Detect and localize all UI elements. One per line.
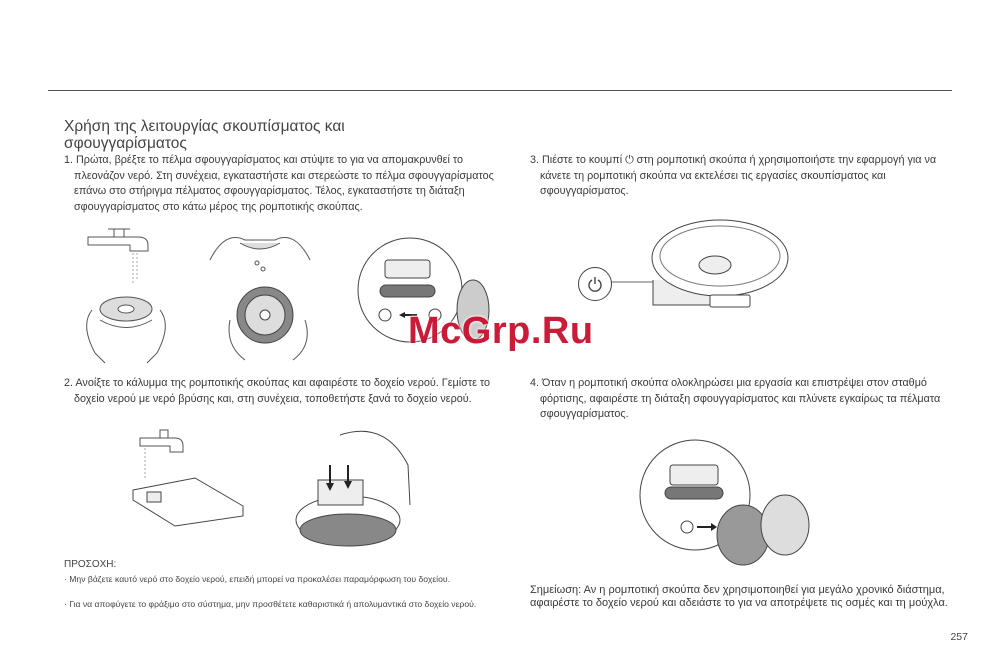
robot-open-lid-illustration <box>290 425 420 550</box>
step-2-text: 2. Ανοίξτε το κάλυμμα της ρομποτικής σκούπας και αφαιρέστε το δοχείο νερού. Γεμίστε το δοχείο νερού με νερό βρύσης και, στη συνέχεια, τοποθετήστε ξανά το δοχείο νερού. <box>64 377 491 405</box>
fill-tank-illustration <box>125 420 255 530</box>
note-text: Σημείωση: Αν η ρομποτική σκούπα δεν χρησιμοποιηθεί για μεγάλο χρονικό διάστημα, αφαιρέστε το δοχείο νερού και αδειάστε το για να αποτρέψετε τις οσμές και τη μούχλα. <box>530 584 948 609</box>
pad-holder-illustration <box>225 275 315 365</box>
step-1-text: 1. Πρώτα, βρέξτε το πέλμα σφουγγαρίσματος και στύψτε το για να απομακρυνθεί το πλεονάζον νερό. Στη συνέχεια, εγκαταστήστε και στερεώστε το πέλμα σφουγγαρίσματος επάνω στο στήριγμα πέλματος σφουγγαρίσματος. Τέλος, εγκαταστήστε τη διάταξη σφουγγαρίσματος στο κάτω μέρος της ρομποτικής σκούπας. <box>64 154 494 213</box>
page-number: 257 <box>950 631 968 643</box>
step-4-text: 4. Όταν η ρομποτική σκούπα ολοκληρώσει μια εργασία και επιστρέψει στον σταθμό φόρτισης, αφαιρέστε τη διάταξη σφουγγαρίσματος και πλύνετε εγκαίρως τα πέλματα σφουγγαρίσματος. <box>530 377 941 420</box>
caution-item-2: · Για να αποφύγετε το φράξιμο στο σύστημα, μην προσθέτετε καθαριστικά ή απολυμαντικά στο δοχείο νερού. <box>64 599 477 609</box>
caution-item-1: · Μην βάζετε καυτό νερό στο δοχείο νερού, επειδή μπορεί να προκαλέσει παραμόρφωση του δοχείου. <box>64 574 450 584</box>
wring-pad-illustration <box>205 225 315 275</box>
header-rule <box>48 90 952 91</box>
power-icon <box>588 276 602 292</box>
step-3-text: 3. Πιέστε το κουμπί ⏻ στη ρομποτική σκούπα ή χρησιμοποιήστε την εφαρμογή για να κάνετε τη ρομποτική σκούπα να εκτελέσει τις εργασίες σκουπίσματος και σφουγγαρίσματος. <box>530 154 937 197</box>
watermark: McGrp.Ru <box>408 310 594 352</box>
robot-top-illustration <box>575 210 805 320</box>
caution-title: ΠΡΟΣΟΧΗ: <box>64 559 117 570</box>
page-title: Χρήση της λειτουργίας σκουπίσματος και σφουγγαρίσματος <box>64 118 345 152</box>
faucet-hands-illustration <box>70 225 180 365</box>
robot-remove-mop-illustration <box>635 435 810 565</box>
power-button-callout <box>578 267 612 301</box>
